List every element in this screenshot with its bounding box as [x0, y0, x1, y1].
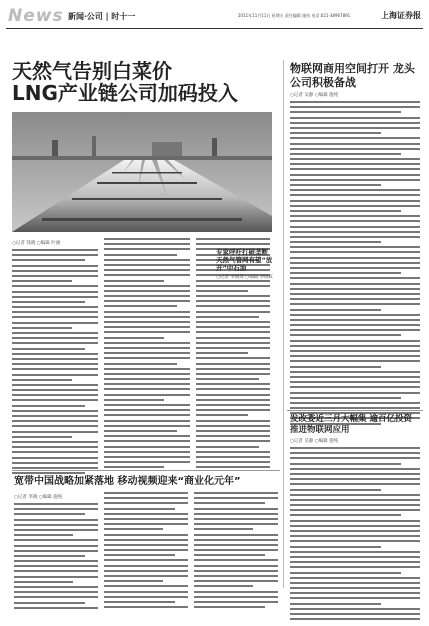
- brand-word: News: [8, 6, 64, 26]
- pipeline-image: [12, 112, 272, 232]
- bottom-article-col-1: [14, 492, 98, 612]
- inset-byline: ○记者 李晓琦 ○编辑 李晓虹: [216, 275, 274, 280]
- side-divider: [287, 410, 423, 411]
- column-divider: [283, 60, 284, 588]
- lng-pipeline-photo: [12, 112, 272, 232]
- page-header: [6, 4, 423, 29]
- inset-article: [216, 248, 276, 283]
- section-label: 新闻·公司 | 时十一: [68, 11, 136, 21]
- bottom-byline: ○记者 李晓 ○编辑 施纯: [14, 495, 63, 500]
- side-top-byline: ○记者 吴静 ○编辑 施纯: [290, 93, 339, 98]
- side-article-top: [290, 62, 420, 428]
- bottom-divider: [12, 470, 280, 471]
- bottom-article-col-2: [104, 492, 188, 611]
- side-article-bottom: [290, 414, 420, 623]
- bottom-article-col-3: [194, 492, 278, 611]
- paper-logo: 上海证券报: [381, 10, 421, 20]
- bottom-article-title: 宽带中国战略加紧落地 移动视频迎来“商业化元年”: [14, 476, 241, 487]
- headline-line-1: 天然气告别白菜价: [12, 59, 172, 83]
- header-meta: 2011年11月11日 星期五 责任编辑 施纯 电话:021-38967891: [238, 13, 351, 18]
- main-article-col-2: [104, 238, 190, 471]
- inset-title: 专家呼吁打破垄断 天然气管网有望“放开”中石油: [216, 248, 273, 272]
- headline-line-2: LNG产业链公司加码投入: [12, 81, 238, 105]
- main-headline: [12, 60, 238, 104]
- main-article-col-1: [12, 238, 98, 477]
- side-bottom-byline: ○记者 吴静 ○编辑 施纯: [290, 439, 339, 444]
- side-top-title: 物联网商用空间打开 龙头公司积极备战: [290, 62, 415, 89]
- main-article-byline: ○记者 钱晓 ○编辑 叶涵: [12, 241, 61, 246]
- side-bottom-title: 发改委近三月大幅集 逾百亿投资推进物联网应用: [290, 414, 412, 435]
